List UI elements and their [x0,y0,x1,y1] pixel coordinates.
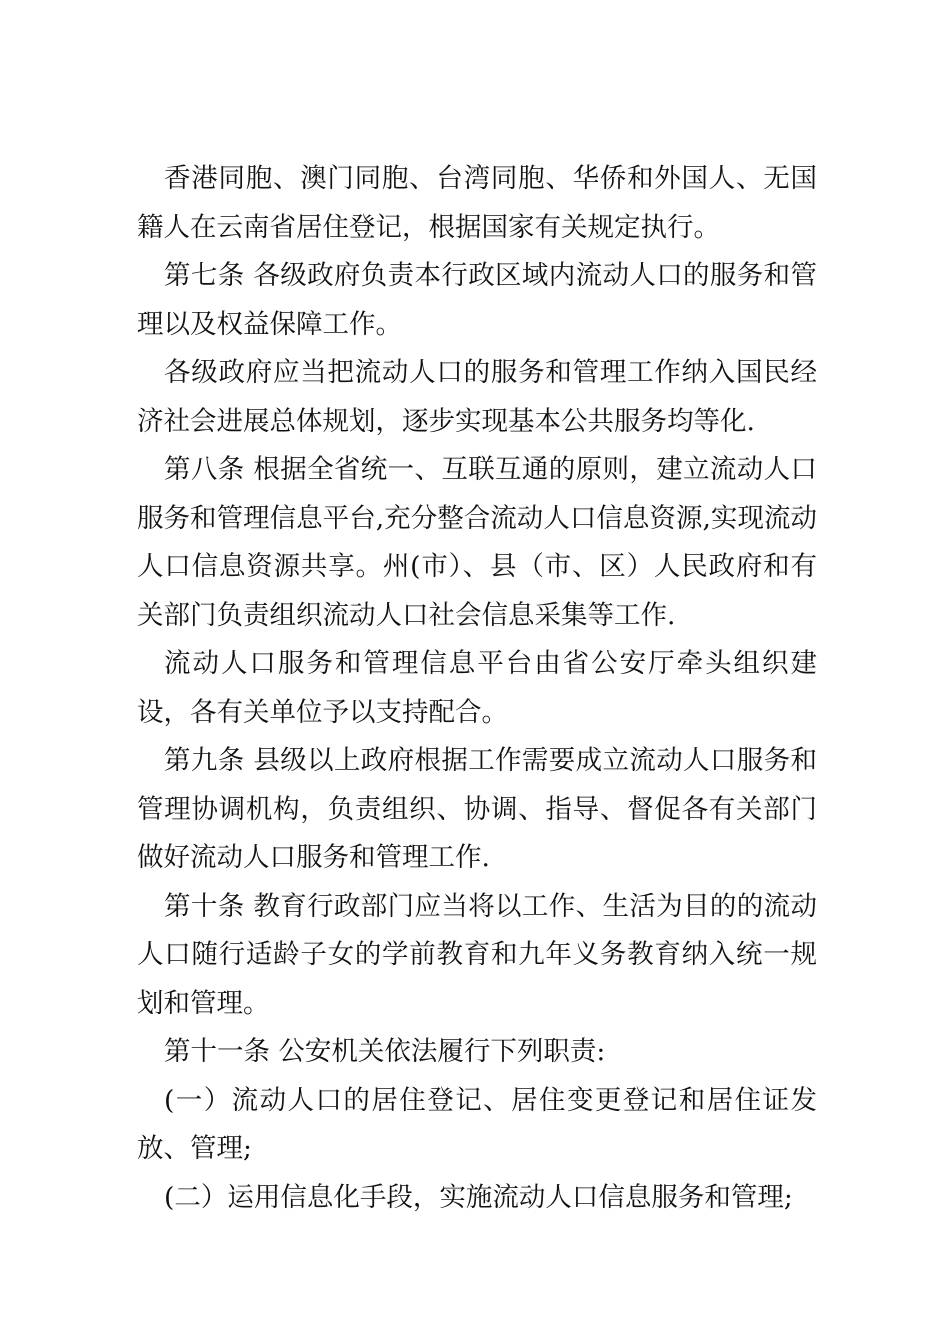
paragraph-article-8-platform: 流动人口服务和管理信息平台由省公安厅牵头组织建设，各有关单位予以支持配合。 [137,648,817,728]
paragraph-article-11: 第十一条 公安机关依法履行下列职责: [164,1036,606,1067]
paragraph-article-11-item-1: (一）流动人口的居住登记、居住变更登记和居住证发放、管理; [137,1084,817,1164]
paragraph-article-10: 第十条 教育行政部门应当将以工作、生活为目的的流动人口随行适龄子女的学前教育和九年义务教育纳入统一规划和管理。 [137,890,817,1019]
paragraph-residence-registration: 香港同胞、澳门同胞、台湾同胞、华侨和外国人、无国籍人在云南省居住登记，根据国家有关规定执行。 [137,163,817,243]
paragraph-article-11-item-2: (二）运用信息化手段，实施流动人口信息服务和管理; [164,1181,793,1213]
paragraph-article-8: 第八条 根据全省统一、互联互通的原则，建立流动人口服务和管理信息平台,充分整合流动人口信息资源,实现流动人口信息资源共享。州(市）、县（市、区）人民政府和有关部门负责组织流动人口社会信息采集等工作. [137,454,817,631]
paragraph-article-9: 第九条 县级以上政府根据工作需要成立流动人口服务和管理协调机构，负责组织、协调、指导、督促各有关部门做好流动人口服务和管理工作. [137,745,817,873]
document-body [137,155,817,1222]
paragraph-article-7: 第七条 各级政府负责本行政区域内流动人口的服务和管理以及权益保障工作。 [137,260,817,340]
paragraph-article-7-planning: 各级政府应当把流动人口的服务和管理工作纳入国民经济社会进展总体规划，逐步实现基本公共服务均等化. [137,357,817,437]
